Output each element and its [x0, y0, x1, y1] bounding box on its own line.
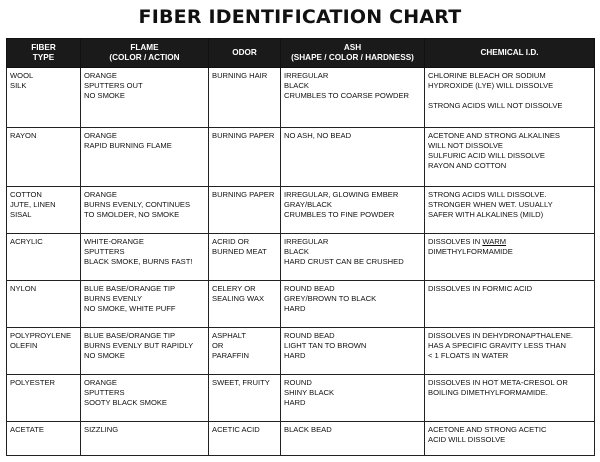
odor-cell: BURNING PAPER	[209, 187, 281, 234]
odor-cell: CELERY OR SEALING WAX	[209, 281, 281, 328]
flame-cell: WHITE-ORANGE SPUTTERS BLACK SMOKE, BURNS FAST!	[81, 234, 209, 281]
fiber-cell: NYLON	[7, 281, 81, 328]
ash-cell: IRREGULAR, GLOWING EMBER GRAY/BLACK CRUMBLES TO FINE POWDER	[281, 187, 425, 234]
odor-cell: BURNING PAPER	[209, 127, 281, 187]
chemical-cell: CHLORINE BLEACH OR SODIUM HYDROXIDE (LYE) WILL DISSOLVE STRONG ACIDS WILL NOT DISSOLVE	[425, 68, 595, 128]
odor-cell: ASPHALT OR PARAFFIN	[209, 327, 281, 374]
flame-cell: ORANGE SPUTTERS SOOTY BLACK SMOKE	[81, 374, 209, 421]
fiber-cell: WOOL SILK	[7, 68, 81, 128]
chemical-cell: DISSOLVES IN FORMIC ACID	[425, 281, 595, 328]
fiber-cell: POLYPROYLENE OLEFIN	[7, 327, 81, 374]
header-flame: FLAME (COLOR / ACTION	[81, 39, 209, 68]
header-fiber-type: FIBER TYPE	[7, 39, 81, 68]
ash-cell: ROUND SHINY BLACK HARD	[281, 374, 425, 421]
table-row	[7, 127, 595, 187]
ash-cell: IRREGULAR BLACK HARD CRUST CAN BE CRUSHED	[281, 234, 425, 281]
flame-cell: ORANGE BURNS EVENLY, CONTINUES TO SMOLDER, NO SMOKE	[81, 187, 209, 234]
ash-cell: IRREGULAR BLACK CRUMBLES TO COARSE POWDER	[281, 68, 425, 128]
header-row	[7, 39, 595, 68]
chemical-cell	[425, 234, 595, 281]
header-chemical-id: CHEMICAL I.D.	[425, 39, 595, 68]
table-row	[7, 234, 595, 281]
chemical-cell: DISSOLVES IN DEHYDRONAPTHALENE. HAS A SPECIFIC GRAVITY LESS THAN < 1 FLOATS IN WATER	[425, 327, 595, 374]
chemical-cell: ACETONE AND STRONG ALKALINES WILL NOT DISSOLVE SULFURIC ACID WILL DISSOLVE RAYON AND COTTON	[425, 127, 595, 187]
header-odor: ODOR	[209, 39, 281, 68]
table-row	[7, 68, 595, 128]
chemical-text-post: DIMETHYLFORMAMIDE	[428, 247, 513, 257]
table-row	[7, 187, 595, 234]
header-ash: ASH (SHAPE / COLOR / HARDNESS)	[281, 39, 425, 68]
odor-cell: SWEET, FRUITY	[209, 374, 281, 421]
fiber-chart-table	[6, 38, 595, 456]
chemical-text-pre: DISSOLVES IN	[428, 237, 483, 247]
fiber-cell: ACETATE	[7, 421, 81, 455]
odor-cell: ACETIC ACID	[209, 421, 281, 455]
table-row	[7, 281, 595, 328]
odor-cell: BURNING HAIR	[209, 68, 281, 128]
chemical-text-underlined: WARM	[482, 237, 507, 247]
flame-cell: ORANGE SPUTTERS OUT NO SMOKE	[81, 68, 209, 128]
table-row	[7, 374, 595, 421]
table-row	[7, 421, 595, 455]
chemical-cell: STRONG ACIDS WILL DISSOLVE. STRONGER WHEN WET. USUALLY SAFER WITH ALKALINES (MILD)	[425, 187, 595, 234]
ash-cell: NO ASH, NO BEAD	[281, 127, 425, 187]
fiber-cell: COTTON JUTE, LINEN SISAL	[7, 187, 81, 234]
fiber-cell: RAYON	[7, 127, 81, 187]
fiber-cell: POLYESTER	[7, 374, 81, 421]
flame-cell: BLUE BASE/ORANGE TIP BURNS EVENLY BUT RAPIDLY NO SMOKE	[81, 327, 209, 374]
page-title: FIBER IDENTIFICATION CHART	[138, 6, 462, 28]
flame-cell: BLUE BASE/ORANGE TIP BURNS EVENLY NO SMOKE, WHITE PUFF	[81, 281, 209, 328]
chemical-cell: ACETONE AND STRONG ACETIC ACID WILL DISSOLVE	[425, 421, 595, 455]
table-row	[7, 327, 595, 374]
flame-cell: SIZZLING	[81, 421, 209, 455]
chemical-cell: DISSOLVES IN HOT META-CRESOL OR BOILING DIMETHYLFORMAMIDE.	[425, 374, 595, 421]
flame-cell: ORANGE RAPID BURNING FLAME	[81, 127, 209, 187]
ash-cell: BLACK BEAD	[281, 421, 425, 455]
fiber-cell: ACRYLIC	[7, 234, 81, 281]
ash-cell: ROUND BEAD GREY/BROWN TO BLACK HARD	[281, 281, 425, 328]
ash-cell: ROUND BEAD LIGHT TAN TO BROWN HARD	[281, 327, 425, 374]
odor-cell: ACRID OR BURNED MEAT	[209, 234, 281, 281]
